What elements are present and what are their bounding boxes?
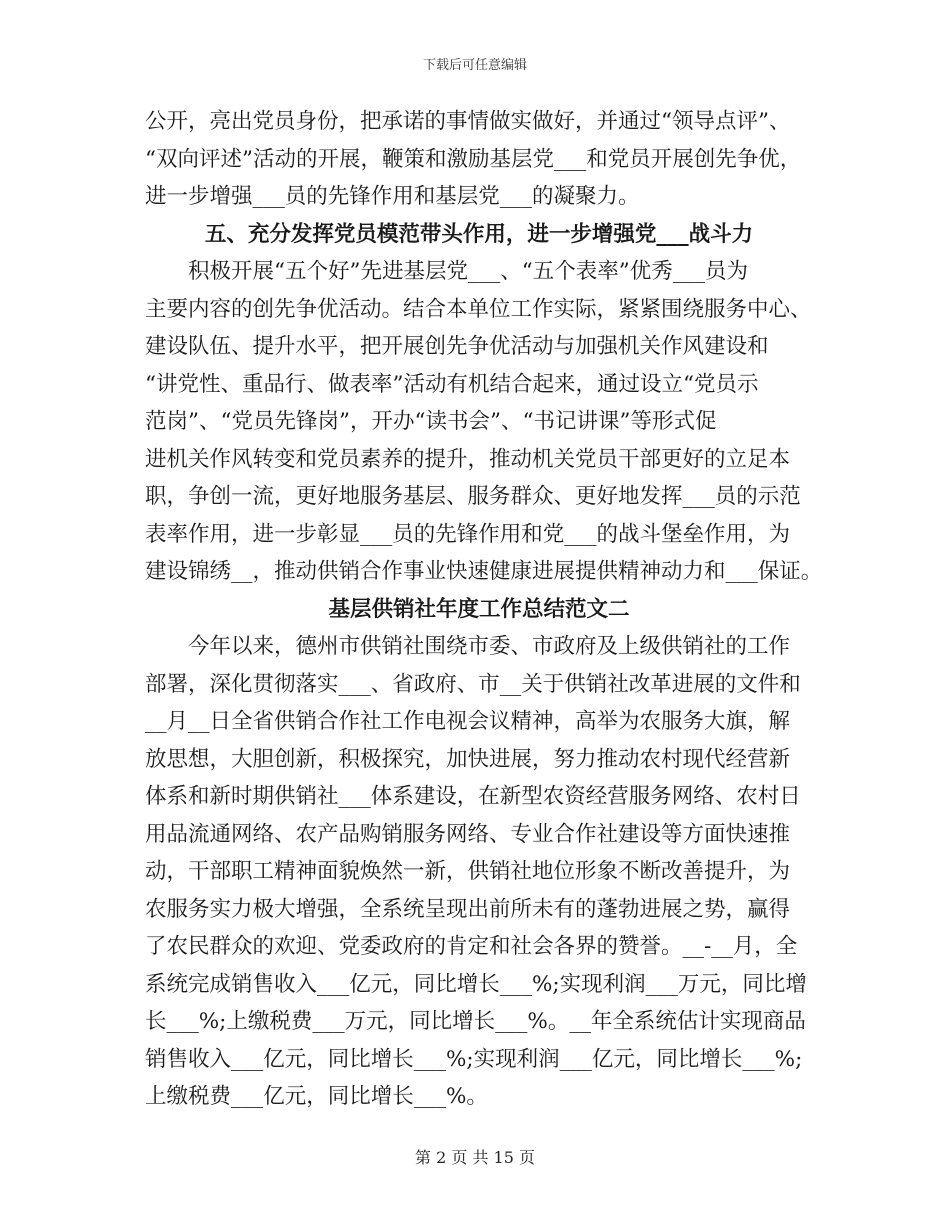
paragraph-line: “双向评述”活动的开展，鞭策和激励基层党___和党员开展创先争优，: [145, 146, 802, 172]
paragraph-line: __月__日全省供销合作社工作电视会议精神，高举为农服务大旗，解: [145, 709, 791, 734]
previous-section-text: [145, 103, 813, 216]
paragraph-line: 建设队伍、提升水平，把开展创先争优活动与加强机关作风建设和: [145, 334, 769, 359]
paragraph-line: 长___%;上缴税费___万元，同比增长___%。__年全系统估计实现商品: [145, 1009, 806, 1034]
paragraph-line: 部署，深化贯彻落实___、省政府、市__关于供销社改革进展的文件和: [145, 671, 801, 697]
paragraph-line: 范岗”、“党员先锋岗”，开办“读书会”、“书记讲课”等形式促: [145, 409, 717, 434]
paragraph-line: 进机关作风转变和党员素养的提升，推动机关党员干部更好的立足本: [145, 446, 791, 472]
paragraph-line: 表率作用，进一步彰显___员的先锋作用和党___的战斗堡垒作用，为: [145, 521, 791, 547]
paragraph-line: 了农民群众的欢迎、党委政府的肯定和社会各界的赞誉。__-__月，全: [145, 934, 798, 959]
paragraph-line: 建设锦绣__，推动供销合作事业快速健康进展提供精神动力和___保证。: [145, 559, 823, 584]
paragraph-line: 动，干部职工精神面貌焕然一新，供销社地位形象不断改善提升，为: [145, 859, 791, 884]
paragraph-line: 积极开展“五个好”先进基层党___、“五个表率”优秀___员为: [188, 259, 748, 284]
section-heading: 五、充分发挥党员模范带头作用，进一步增强党___战斗力: [204, 221, 754, 247]
page-number: 第 2 页 共 15 页: [415, 1148, 535, 1167]
paragraph-line: 销售收入___亿元，同比增长___%;实现利润___亿元，同比增长___%;: [145, 1046, 803, 1072]
paragraph-line: 今年以来，德州市供销社围绕市委、市政府及上级供销社的工作: [188, 634, 791, 659]
paragraph-line: 上缴税费___亿元，同比增长___%。: [145, 1084, 488, 1109]
paragraph-line: 进一步增强___员的先锋作用和基层党___的凝聚力。: [145, 184, 640, 209]
paragraph-line: 职，争创一流，更好地服务基层、服务群众、更好地发挥___员的示范: [145, 484, 801, 509]
paragraph-line: 用品流通网络、农产品购销服务网络、专业合作社建设等方面快速推: [145, 821, 791, 847]
page-header-note: 下载后可任意编辑: [422, 58, 527, 73]
paragraph-line: 农服务实力极大增强，全系统呈现出前所未有的蓬勃进展之势，赢得: [145, 896, 791, 922]
paragraph-line: 主要内容的创先争优活动。结合本单位工作实际，紧紧围绕服务中心、: [145, 296, 812, 322]
paragraph-line: 系统完成销售收入___亿元，同比增长___%;实现利润___万元，同比增: [145, 971, 807, 997]
article-title: 基层供销社年度工作总结范文二: [328, 596, 630, 622]
paragraph-line: 体系和新时期供销社___体系建设，在新型农资经营服务网络、农村日: [145, 784, 801, 809]
paragraph-line: 公开，亮出党员身份，把承诺的事情做实做好，并通过“领导点评”、: [145, 109, 791, 134]
article-2-paragraph: [145, 628, 813, 1116]
section-5-paragraph: [145, 253, 823, 591]
paragraph-line: “讲党性、重品行、做表率”活动有机结合起来，通过设立“党员示: [145, 371, 759, 397]
document-body: [145, 103, 823, 1116]
paragraph-line: 放思想，大胆创新，积极探究，加快进展，努力推动农村现代经营新: [145, 746, 791, 772]
